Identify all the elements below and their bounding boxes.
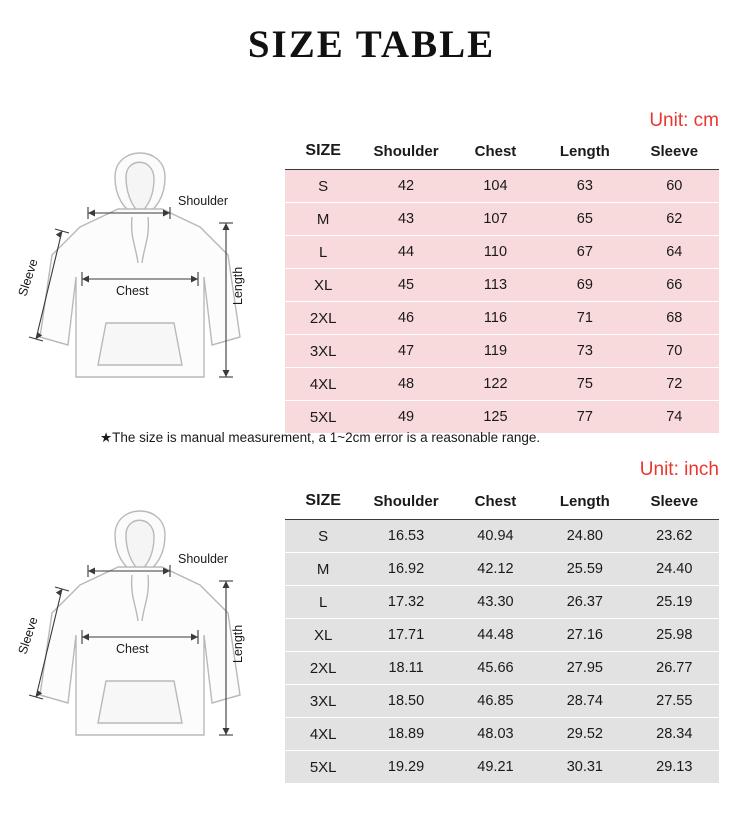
cell-length: 28.74 [540,685,629,718]
cell-size: 5XL [309,758,337,776]
table-row [285,553,719,586]
cell-shoulder: 48 [361,368,450,401]
cell-length: 75 [540,368,629,401]
cell-size: 5XL [309,408,337,426]
cell-size: S [285,520,361,553]
cell-chest: 45.66 [451,652,540,685]
cell-length: 27.16 [540,619,629,652]
cell-sleeve: 70 [630,335,719,368]
table-row [285,751,719,784]
cell-size: 4XL [285,368,361,401]
cell-chest: 43.30 [451,586,540,619]
cell-shoulder: 16.92 [361,553,450,586]
cell-size: M [285,203,361,236]
table-row [285,269,719,302]
cell-length: 65 [540,203,629,236]
cell-shoulder: 42 [361,170,450,203]
cell-shoulder: 47 [361,335,450,368]
table-row [285,170,719,203]
column-header-length: Length [540,134,629,170]
cell-shoulder: 16.53 [361,520,450,553]
size-table-inch [285,484,719,783]
cell-sleeve: 62 [630,203,719,236]
label-shoulder: Shoulder [178,552,229,566]
cell-size: 2XL [285,302,361,335]
cell-sleeve: 28.34 [630,718,719,751]
cell-length: 24.80 [540,520,629,553]
cell-sleeve: 23.62 [630,520,719,553]
cell-chest: 44.48 [451,619,540,652]
cell-shoulder: 17.32 [361,586,450,619]
table-row [285,520,719,553]
label-sleeve: Sleeve [15,257,41,298]
label-chest: Chest [116,642,149,656]
cell-sleeve: 60 [630,170,719,203]
cell-sleeve: 68 [630,302,719,335]
label-shoulder: Shoulder [178,194,229,208]
cell-sleeve: 25.19 [630,586,719,619]
cell-length: 71 [540,302,629,335]
cell-length: 77 [576,409,593,425]
table-row [285,619,719,652]
cell-sleeve: 64 [630,236,719,269]
cell-length: 30.31 [566,759,603,775]
table-row [285,335,719,368]
measurement-note: ★The size is manual measurement, a 1~2cm error is a reasonable range. [100,430,541,445]
cell-shoulder: 45 [361,269,450,302]
cell-size: XL [285,269,361,302]
cell-chest: 40.94 [451,520,540,553]
table-row [285,368,719,401]
label-sleeve: Sleeve [15,615,41,656]
cell-chest: 110 [451,236,540,269]
cell-size: S [285,170,361,203]
cell-length: 73 [540,335,629,368]
cell-size: 2XL [285,652,361,685]
cell-chest: 113 [451,269,540,302]
cell-sleeve: 24.40 [630,553,719,586]
table-row [285,652,719,685]
cell-chest: 48.03 [451,718,540,751]
cell-chest: 104 [451,170,540,203]
column-header-size: SIZE [285,134,361,170]
cell-length: 63 [540,170,629,203]
cell-length: 25.59 [540,553,629,586]
cell-sleeve: 72 [630,368,719,401]
cell-chest: 122 [451,368,540,401]
column-header-chest: Chest [451,484,540,520]
cell-shoulder: 19.29 [387,759,425,775]
table-row [285,685,719,718]
size-table-cm [285,134,719,433]
column-header-chest: Chest [451,134,540,170]
unit-label-inch: Unit: inch [639,459,719,480]
column-header-shoulder: Shoulder [361,484,450,520]
table-row [285,401,719,434]
cell-chest: 107 [451,203,540,236]
label-length: Length [231,624,245,663]
cell-shoulder: 18.89 [361,718,450,751]
cell-size: 3XL [285,335,361,368]
cell-shoulder: 17.71 [361,619,450,652]
cell-shoulder: 49 [397,409,415,425]
cell-chest: 42.12 [451,553,540,586]
cell-sleeve: 74 [666,409,683,425]
cell-size: M [285,553,361,586]
cell-chest: 119 [451,335,540,368]
hoodie-diagram-inch [10,485,270,755]
column-header-length: Length [540,484,629,520]
unit-label-cm: Unit: cm [649,110,719,131]
table-row [285,203,719,236]
table-row [285,302,719,335]
cell-sleeve: 29.13 [656,759,693,775]
cell-length: 27.95 [540,652,629,685]
column-header-sleeve: Sleeve [630,484,719,520]
cell-shoulder: 46 [361,302,450,335]
table-header-row [285,134,719,170]
table-row [285,586,719,619]
label-chest: Chest [116,284,149,298]
cell-chest: 46.85 [451,685,540,718]
cell-length: 29.52 [540,718,629,751]
label-length: Length [231,266,245,305]
cell-size: 3XL [285,685,361,718]
table-row [285,236,719,269]
column-header-sleeve: Sleeve [630,134,719,170]
column-header-shoulder: Shoulder [361,134,450,170]
cell-size: 4XL [285,718,361,751]
cell-size: L [285,586,361,619]
cell-length: 67 [540,236,629,269]
cell-length: 26.37 [540,586,629,619]
cell-shoulder: 43 [361,203,450,236]
cell-sleeve: 26.77 [630,652,719,685]
table-header-row [285,484,719,520]
hoodie-diagram-cm [10,127,270,397]
cell-size: XL [285,619,361,652]
cell-size: L [285,236,361,269]
cell-sleeve: 66 [630,269,719,302]
cell-shoulder: 18.11 [361,652,450,685]
cell-shoulder: 18.50 [361,685,450,718]
cell-sleeve: 27.55 [630,685,719,718]
column-header-size: SIZE [285,484,361,520]
cell-sleeve: 25.98 [630,619,719,652]
cell-chest: 49.21 [477,759,514,775]
page-title: SIZE TABLE [247,23,496,66]
cell-shoulder: 44 [361,236,450,269]
table-row [285,718,719,751]
cell-chest: 125 [483,409,508,425]
cell-chest: 116 [451,302,540,335]
cell-length: 69 [540,269,629,302]
